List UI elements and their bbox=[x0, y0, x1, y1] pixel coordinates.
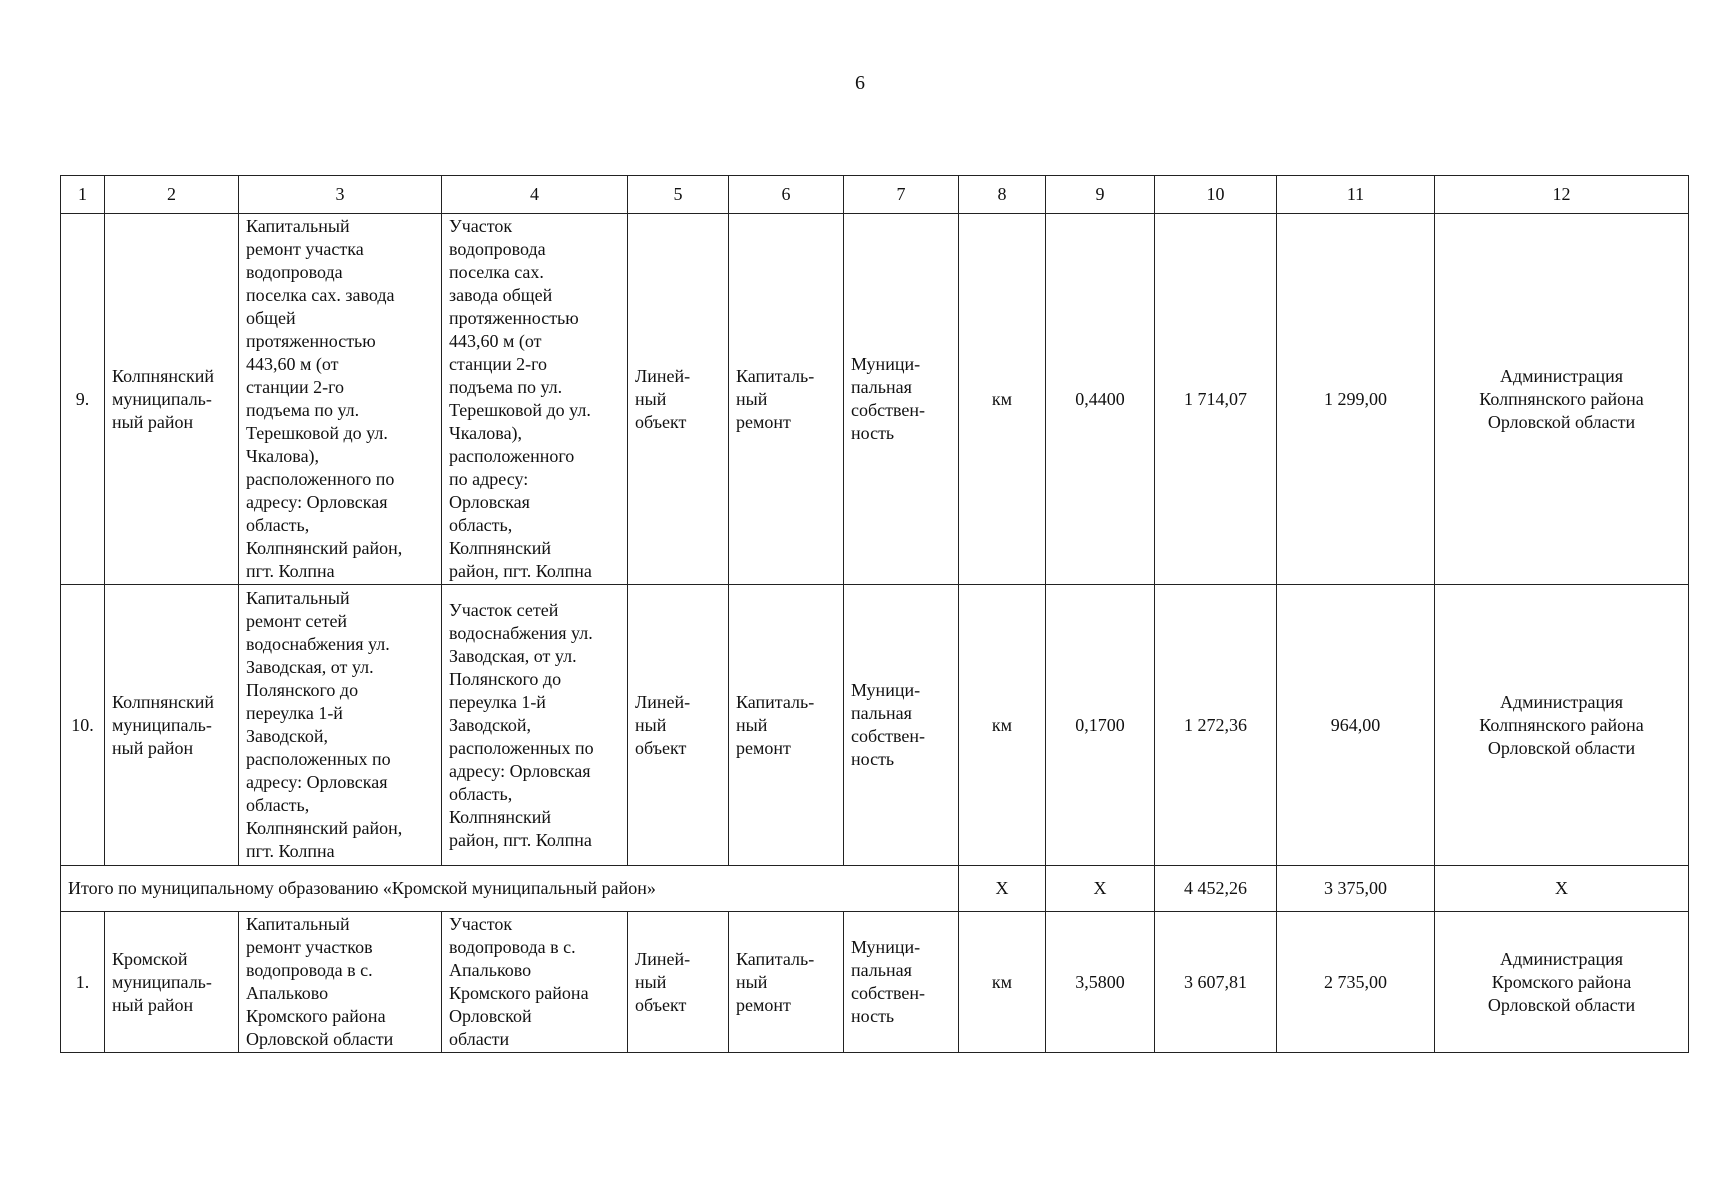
district-cell: Колпнянский муниципаль- ный район bbox=[105, 585, 239, 866]
work-kind-cell: Капиталь- ный ремонт bbox=[729, 214, 844, 585]
total-unit-cell: Х bbox=[959, 866, 1046, 912]
work-kind-cell: Капиталь- ный ремонт bbox=[729, 585, 844, 866]
work-kind-cell: Капиталь- ный ремонт bbox=[729, 912, 844, 1053]
customer-cell: Администрация Кромского района Орловской области bbox=[1435, 912, 1689, 1053]
customer-cell: Администрация Колпнянского района Орловской области bbox=[1435, 214, 1689, 585]
header-cell: 4 bbox=[442, 176, 628, 214]
header-cell: 7 bbox=[844, 176, 959, 214]
district-cell: Кромской муниципаль- ный район bbox=[105, 912, 239, 1053]
table-row bbox=[61, 214, 1689, 585]
header-cell: 10 bbox=[1155, 176, 1277, 214]
funding-cell: 1 299,00 bbox=[1277, 214, 1435, 585]
investment-table bbox=[60, 175, 1689, 1053]
cost-cell: 3 607,81 bbox=[1155, 912, 1277, 1053]
work-description-cell: Капитальный ремонт участков водопровода в с. Апальково Кромского района Орловской области bbox=[239, 912, 442, 1053]
table-row bbox=[61, 912, 1689, 1053]
header-cell: 9 bbox=[1046, 176, 1155, 214]
total-cost-cell: 4 452,26 bbox=[1155, 866, 1277, 912]
header-cell: 8 bbox=[959, 176, 1046, 214]
object-type-cell: Линей- ный объект bbox=[628, 912, 729, 1053]
object-type-cell: Линей- ный объект bbox=[628, 585, 729, 866]
header-cell: 2 bbox=[105, 176, 239, 214]
unit-cell: км bbox=[959, 912, 1046, 1053]
total-funding-cell: 3 375,00 bbox=[1277, 866, 1435, 912]
header-cell: 12 bbox=[1435, 176, 1689, 214]
unit-cell: км bbox=[959, 214, 1046, 585]
header-cell: 1 bbox=[61, 176, 105, 214]
capacity-cell: 0,1700 bbox=[1046, 585, 1155, 866]
unit-cell: км bbox=[959, 585, 1046, 866]
header-cell: 5 bbox=[628, 176, 729, 214]
object-type-cell: Линей- ный объект bbox=[628, 214, 729, 585]
total-customer-cell: Х bbox=[1435, 866, 1689, 912]
object-description-cell: Участок водопровода поселка сах. завода общей протяженностью 443,60 м (от станции 2-го подъема по ул. Терешковой до ул. Чкалова), расположенного по адресу: Орловская область, Колпнянский район, пгт. Колпна bbox=[442, 214, 628, 585]
cost-cell: 1 714,07 bbox=[1155, 214, 1277, 585]
header-cell: 3 bbox=[239, 176, 442, 214]
object-description-cell: Участок сетей водоснабжения ул. Заводская, от ул. Полянского до переулка 1-й Заводской, расположенных по адресу: Орловская область, Колпнянский район, пгт. Колпна bbox=[442, 585, 628, 866]
column-numbers-row bbox=[61, 176, 1689, 214]
header-cell: 11 bbox=[1277, 176, 1435, 214]
ownership-cell: Муници- пальная собствен- ность bbox=[844, 912, 959, 1053]
row-number: 9. bbox=[61, 214, 105, 585]
ownership-cell: Муници- пальная собствен- ность bbox=[844, 214, 959, 585]
work-description-cell: Капитальный ремонт сетей водоснабжения ул. Заводская, от ул. Полянского до переулка 1-й Заводской, расположенных по адресу: Орловская область, Колпнянский район, пгт. Колпна bbox=[239, 585, 442, 866]
total-row bbox=[61, 866, 1689, 912]
funding-cell: 964,00 bbox=[1277, 585, 1435, 866]
capacity-cell: 3,5800 bbox=[1046, 912, 1155, 1053]
page-number: 6 bbox=[855, 72, 865, 94]
cost-cell: 1 272,36 bbox=[1155, 585, 1277, 866]
table-row bbox=[61, 585, 1689, 866]
row-number: 1. bbox=[61, 912, 105, 1053]
capacity-cell: 0,4400 bbox=[1046, 214, 1155, 585]
district-cell: Колпнянский муниципаль- ный район bbox=[105, 214, 239, 585]
row-number: 10. bbox=[61, 585, 105, 866]
ownership-cell: Муници- пальная собствен- ность bbox=[844, 585, 959, 866]
header-cell: 6 bbox=[729, 176, 844, 214]
total-label: Итого по муниципальному образованию «Кромской муниципальный район» bbox=[61, 866, 959, 912]
object-description-cell: Участок водопровода в с. Апальково Кромского района Орловской области bbox=[442, 912, 628, 1053]
funding-cell: 2 735,00 bbox=[1277, 912, 1435, 1053]
work-description-cell: Капитальный ремонт участка водопровода поселка сах. завода общей протяженностью 443,60 м (от станции 2-го подъема по ул. Терешковой до ул. Чкалова), расположенного по адресу: Орловская область, Колпнянский район, пгт. Колпна bbox=[239, 214, 442, 585]
customer-cell: Администрация Колпнянского района Орловской области bbox=[1435, 585, 1689, 866]
total-capacity-cell: Х bbox=[1046, 866, 1155, 912]
